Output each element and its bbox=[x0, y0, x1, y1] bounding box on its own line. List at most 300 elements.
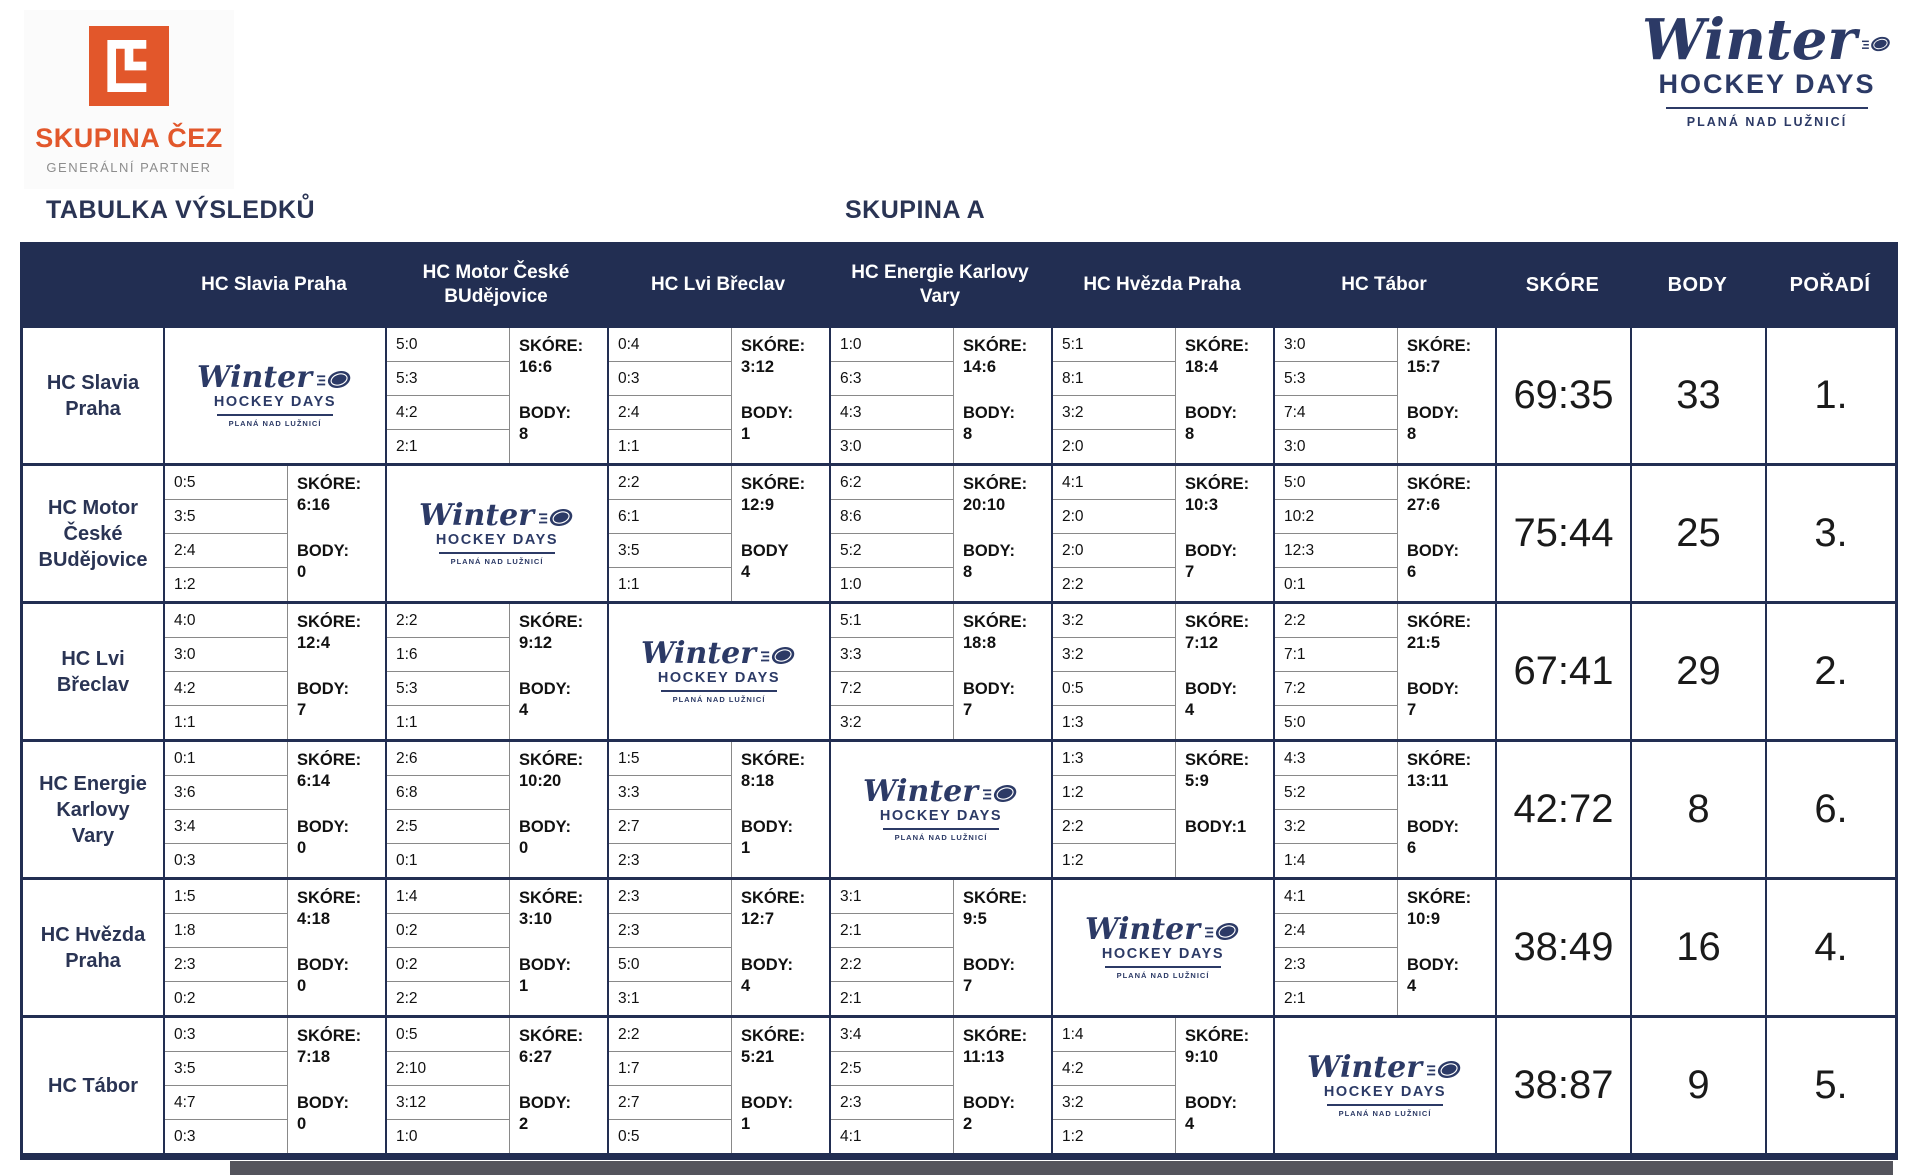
match-cell-slavia-vs-hvezda bbox=[1051, 325, 1273, 463]
skore-label: SKÓRE: bbox=[963, 889, 1028, 907]
skore-value: 5:21 bbox=[741, 1048, 775, 1067]
skore-label: SKÓRE: bbox=[519, 889, 584, 907]
column-header-lvi: HC Lvi Břeclav bbox=[607, 245, 829, 325]
skore-label: SKÓRE: bbox=[519, 751, 584, 769]
skore-value: 9:10 bbox=[1185, 1048, 1219, 1067]
skore-label: SKÓRE: bbox=[741, 751, 806, 769]
match-score: 6:2 bbox=[831, 466, 954, 500]
total-skore-tabor: 38:87 bbox=[1495, 1015, 1630, 1153]
column-header-poradi: POŘADÍ bbox=[1765, 245, 1895, 325]
total-skore-lvi: 67:41 bbox=[1495, 601, 1630, 739]
match-scores bbox=[387, 604, 510, 739]
event-logo-line1: HOCKEY DAYS bbox=[879, 808, 1003, 824]
match-cell-motor-vs-hvezda bbox=[1051, 463, 1273, 601]
event-logo-line1: HOCKEY DAYS bbox=[1101, 946, 1225, 962]
match-score: 4:1 bbox=[1275, 880, 1398, 914]
body-label: BODY: bbox=[519, 1094, 571, 1113]
body-value: 7 bbox=[1185, 563, 1195, 582]
event-logo-line1: HOCKEY DAYS bbox=[1323, 1084, 1447, 1100]
hockey-puck-icon bbox=[1427, 1057, 1463, 1082]
match-score: 2:3 bbox=[1275, 948, 1398, 982]
column-header-slavia: HC Slavia Praha bbox=[163, 245, 385, 325]
body-value: 7 bbox=[963, 977, 973, 996]
match-scores bbox=[1275, 466, 1398, 601]
body-summary bbox=[963, 541, 1049, 583]
match-score: 5:2 bbox=[831, 534, 954, 568]
event-logo-script: Winter bbox=[1306, 1049, 1423, 1085]
match-scores bbox=[387, 1018, 510, 1153]
match-score: 1:1 bbox=[387, 706, 510, 739]
match-score: 8:1 bbox=[1053, 362, 1176, 396]
match-score: 5:0 bbox=[1275, 706, 1398, 739]
skore-summary bbox=[1185, 336, 1271, 378]
match-score: 1:1 bbox=[165, 706, 288, 739]
total-body-hvezda: 16 bbox=[1630, 877, 1765, 1015]
match-score: 2:1 bbox=[1275, 982, 1398, 1015]
page-title: TABULKA VÝSLEDKŮ bbox=[46, 196, 316, 224]
skore-value: 21:5 bbox=[1407, 634, 1441, 653]
body-label: BODY: bbox=[1407, 542, 1459, 561]
match-scores bbox=[1053, 1018, 1176, 1153]
match-cell-energie-vs-motor bbox=[385, 739, 607, 877]
winter-hockey-days-logo bbox=[862, 773, 1019, 842]
event-logo-script: Winter bbox=[1084, 911, 1201, 947]
body-label: BODY: bbox=[963, 542, 1015, 561]
match-cell-slavia-vs-motor bbox=[385, 325, 607, 463]
match-cell-lvi-vs-energie bbox=[829, 601, 1051, 739]
match-score: 2:2 bbox=[387, 982, 510, 1015]
body-summary bbox=[1407, 403, 1493, 445]
skore-value: 4:18 bbox=[297, 910, 331, 929]
skore-value: 10:9 bbox=[1407, 910, 1441, 929]
skore-label: SKÓRE: bbox=[1407, 751, 1472, 769]
skore-label: SKÓRE: bbox=[1185, 613, 1250, 631]
total-skore-energie: 42:72 bbox=[1495, 739, 1630, 877]
body-summary bbox=[741, 403, 827, 445]
skore-label: SKÓRE: bbox=[741, 889, 806, 907]
match-score: 3:1 bbox=[609, 982, 732, 1015]
skore-label: SKÓRE: bbox=[963, 337, 1028, 355]
match-cell-motor-vs-energie bbox=[829, 463, 1051, 601]
body-value: 0 bbox=[519, 839, 529, 858]
match-score: 3:2 bbox=[1275, 810, 1398, 844]
body-label: BODY: bbox=[741, 818, 793, 837]
match-summary bbox=[510, 880, 607, 1015]
match-cell-hvezda-vs-energie bbox=[829, 877, 1051, 1015]
match-score: 0:5 bbox=[609, 1120, 732, 1153]
skore-summary bbox=[1185, 474, 1271, 516]
body-value: 8 bbox=[1407, 425, 1417, 444]
match-score: 3:3 bbox=[609, 776, 732, 810]
skore-value: 18:8 bbox=[963, 634, 997, 653]
skore-value: 6:27 bbox=[519, 1048, 553, 1067]
skore-value: 7:18 bbox=[297, 1048, 331, 1067]
body-value: 4 bbox=[1185, 701, 1195, 720]
skore-value: 15:7 bbox=[1407, 358, 1441, 377]
event-logo-line1: HOCKEY DAYS bbox=[213, 394, 337, 410]
skore-value: 13:11 bbox=[1407, 772, 1449, 791]
match-score: 1:4 bbox=[1275, 844, 1398, 877]
skore-summary bbox=[741, 336, 827, 378]
body-value: 7 bbox=[297, 701, 307, 720]
skore-value: 9:12 bbox=[519, 634, 553, 653]
match-score: 10:2 bbox=[1275, 500, 1398, 534]
skore-summary bbox=[297, 612, 383, 654]
event-logo-rule bbox=[1105, 966, 1221, 968]
skore-summary bbox=[741, 1026, 827, 1068]
event-logo-cell-energie bbox=[829, 739, 1051, 877]
match-cell-slavia-vs-energie bbox=[829, 325, 1051, 463]
match-score: 2:2 bbox=[1053, 568, 1176, 601]
match-summary bbox=[288, 880, 385, 1015]
match-score: 2:1 bbox=[387, 430, 510, 463]
body-label: BODY: bbox=[1407, 956, 1459, 975]
body-summary bbox=[1407, 817, 1493, 859]
total-body-motor: 25 bbox=[1630, 463, 1765, 601]
winter-hockey-days-logo bbox=[1084, 911, 1241, 980]
match-score: 3:4 bbox=[831, 1018, 954, 1052]
skore-summary bbox=[519, 888, 605, 930]
match-score: 5:1 bbox=[1053, 328, 1176, 362]
skore-label: SKÓRE: bbox=[1407, 475, 1472, 493]
total-body-energie: 8 bbox=[1630, 739, 1765, 877]
skore-label: SKÓRE: bbox=[1407, 889, 1472, 907]
total-skore-slavia: 69:35 bbox=[1495, 325, 1630, 463]
body-value: 2 bbox=[519, 1115, 529, 1134]
skore-value: 3:10 bbox=[519, 910, 553, 929]
body-label: BODY: bbox=[1407, 404, 1459, 423]
body-value: 1 bbox=[741, 425, 751, 444]
match-summary bbox=[954, 328, 1051, 463]
body-summary bbox=[519, 817, 605, 859]
body-summary bbox=[1407, 541, 1493, 583]
skore-summary bbox=[741, 474, 827, 516]
match-summary bbox=[510, 1018, 607, 1153]
match-scores bbox=[609, 880, 732, 1015]
match-score: 4:1 bbox=[1053, 466, 1176, 500]
match-scores bbox=[609, 1018, 732, 1153]
match-score: 2:0 bbox=[1053, 500, 1176, 534]
body-value: 4 bbox=[741, 977, 751, 996]
match-summary bbox=[732, 1018, 829, 1153]
skore-summary bbox=[741, 888, 827, 930]
event-logo-rule bbox=[883, 828, 999, 830]
hockey-puck-icon bbox=[761, 643, 797, 668]
column-header-hvezda: HC Hvězda Praha bbox=[1051, 245, 1273, 325]
total-skore-hvezda: 38:49 bbox=[1495, 877, 1630, 1015]
match-summary bbox=[1398, 328, 1495, 463]
match-summary bbox=[732, 328, 829, 463]
match-score: 2:2 bbox=[1275, 604, 1398, 638]
match-scores bbox=[1275, 328, 1398, 463]
body-summary bbox=[1185, 817, 1271, 838]
match-score: 0:3 bbox=[165, 844, 288, 877]
match-score: 1:3 bbox=[1053, 742, 1176, 776]
body-value: 1 bbox=[519, 977, 529, 996]
hockey-puck-icon bbox=[317, 367, 353, 392]
skore-label: SKÓRE: bbox=[1185, 337, 1250, 355]
body-value: 0 bbox=[297, 563, 307, 582]
match-cell-motor-vs-tabor bbox=[1273, 463, 1495, 601]
match-score: 3:1 bbox=[831, 880, 954, 914]
match-score: 2:5 bbox=[387, 810, 510, 844]
body-summary bbox=[297, 955, 383, 997]
body-value: 8 bbox=[1185, 425, 1195, 444]
match-score: 1:0 bbox=[831, 328, 954, 362]
body-summary bbox=[1185, 679, 1271, 721]
body-value: 0 bbox=[297, 839, 307, 858]
event-logo-cell-tabor bbox=[1273, 1015, 1495, 1153]
match-score: 0:1 bbox=[387, 844, 510, 877]
skore-summary bbox=[297, 888, 383, 930]
match-scores bbox=[1275, 604, 1398, 739]
body-value: 8 bbox=[963, 425, 973, 444]
match-cell-hvezda-vs-lvi bbox=[607, 877, 829, 1015]
match-score: 2:7 bbox=[609, 810, 732, 844]
match-summary bbox=[1176, 328, 1273, 463]
match-summary bbox=[1398, 742, 1495, 877]
body-summary bbox=[963, 1093, 1049, 1135]
match-score: 3:12 bbox=[387, 1086, 510, 1120]
match-score: 2:2 bbox=[609, 1018, 732, 1052]
match-score: 4:3 bbox=[1275, 742, 1398, 776]
body-summary bbox=[297, 1093, 383, 1135]
event-logo-line2: PLANÁ NAD LUŽNICÍ bbox=[450, 556, 544, 566]
event-logo-line2: PLANÁ NAD LUŽNICÍ bbox=[228, 418, 322, 428]
match-scores bbox=[1053, 604, 1176, 739]
match-scores bbox=[831, 880, 954, 1015]
column-header-motor: HC Motor České BUdějovice bbox=[385, 245, 607, 325]
match-cell-energie-vs-lvi bbox=[607, 739, 829, 877]
match-scores bbox=[165, 742, 288, 877]
match-cell-hvezda-vs-slavia bbox=[163, 877, 385, 1015]
match-score: 4:2 bbox=[1053, 1052, 1176, 1086]
body-label: BODY: bbox=[1185, 542, 1237, 561]
skore-value: 6:14 bbox=[297, 772, 331, 791]
winter-hockey-days-logo bbox=[1642, 7, 1892, 130]
match-score: 0:2 bbox=[387, 948, 510, 982]
winter-hockey-days-logo bbox=[1306, 1049, 1463, 1118]
match-score: 2:3 bbox=[609, 880, 732, 914]
skore-label: SKÓRE: bbox=[1185, 1027, 1250, 1045]
match-scores bbox=[1053, 328, 1176, 463]
match-summary bbox=[288, 742, 385, 877]
match-score: 1:4 bbox=[387, 880, 510, 914]
match-summary bbox=[510, 604, 607, 739]
match-score: 5:2 bbox=[1275, 776, 1398, 810]
match-score: 2:3 bbox=[609, 914, 732, 948]
event-logo-script: Winter bbox=[640, 635, 757, 671]
match-score: 0:5 bbox=[1053, 672, 1176, 706]
body-summary bbox=[1185, 1093, 1271, 1135]
match-score: 2:1 bbox=[831, 914, 954, 948]
total-poradi-energie: 6. bbox=[1765, 739, 1895, 877]
match-score: 1:7 bbox=[609, 1052, 732, 1086]
event-logo-line1: HOCKEY DAYS bbox=[1658, 69, 1876, 100]
skore-value: 5:9 bbox=[1185, 772, 1209, 791]
bottom-divider-bar bbox=[230, 1161, 1893, 1175]
match-score: 1:3 bbox=[1053, 706, 1176, 739]
skore-value: 14:6 bbox=[963, 358, 997, 377]
match-summary bbox=[288, 604, 385, 739]
match-score: 2:4 bbox=[609, 396, 732, 430]
body-value: 8 bbox=[519, 425, 529, 444]
match-score: 2:4 bbox=[165, 534, 288, 568]
body-label: BODY: bbox=[963, 404, 1015, 423]
match-score: 0:2 bbox=[387, 914, 510, 948]
body-value: 6 bbox=[1407, 563, 1417, 582]
skore-label: SKÓRE: bbox=[297, 889, 362, 907]
match-summary bbox=[1398, 880, 1495, 1015]
group-title: SKUPINA A bbox=[845, 196, 986, 224]
skore-value: 8:18 bbox=[741, 772, 775, 791]
match-score: 2:2 bbox=[1053, 810, 1176, 844]
body-summary bbox=[297, 541, 383, 583]
event-logo-script: Winter bbox=[1642, 7, 1857, 73]
match-scores bbox=[1275, 880, 1398, 1015]
match-cell-energie-vs-hvezda bbox=[1051, 739, 1273, 877]
body-summary bbox=[1185, 403, 1271, 445]
skore-label: SKÓRE: bbox=[963, 613, 1028, 631]
match-scores bbox=[831, 1018, 954, 1153]
body-label: BODY: bbox=[1407, 818, 1459, 837]
skore-value: 16:6 bbox=[519, 358, 553, 377]
body-summary bbox=[963, 955, 1049, 997]
total-poradi-motor: 3. bbox=[1765, 463, 1895, 601]
body-label: BODY: bbox=[1185, 404, 1237, 423]
match-score: 7:1 bbox=[1275, 638, 1398, 672]
event-logo-script: Winter bbox=[862, 773, 979, 809]
match-cell-tabor-vs-slavia bbox=[163, 1015, 385, 1153]
body-summary bbox=[1407, 955, 1493, 997]
match-score: 5:0 bbox=[387, 328, 510, 362]
match-scores bbox=[387, 328, 510, 463]
event-logo-cell-motor bbox=[385, 463, 607, 601]
body-label: BODY:1 bbox=[1185, 818, 1247, 837]
total-skore-motor: 75:44 bbox=[1495, 463, 1630, 601]
match-cell-lvi-vs-slavia bbox=[163, 601, 385, 739]
match-score: 1:0 bbox=[387, 1120, 510, 1153]
column-header-energie: HC Energie Karlovy Vary bbox=[829, 245, 1051, 325]
match-score: 1:1 bbox=[609, 430, 732, 463]
skore-value: 6:16 bbox=[297, 496, 331, 515]
body-value: 1 bbox=[741, 1115, 751, 1134]
match-cell-hvezda-vs-motor bbox=[385, 877, 607, 1015]
event-logo-line2: PLANÁ NAD LUŽNICÍ bbox=[1116, 970, 1210, 980]
skore-value: 12:4 bbox=[297, 634, 331, 653]
match-cell-lvi-vs-motor bbox=[385, 601, 607, 739]
match-score: 5:3 bbox=[1275, 362, 1398, 396]
match-score: 0:3 bbox=[609, 362, 732, 396]
match-score: 5:1 bbox=[831, 604, 954, 638]
skore-label: SKÓRE: bbox=[297, 1027, 362, 1045]
match-score: 3:0 bbox=[831, 430, 954, 463]
body-label: BODY: bbox=[741, 404, 793, 423]
match-score: 4:1 bbox=[831, 1120, 954, 1153]
skore-value: 9:5 bbox=[963, 910, 987, 929]
match-score: 2:10 bbox=[387, 1052, 510, 1086]
match-score: 6:8 bbox=[387, 776, 510, 810]
event-logo-line2: PLANÁ NAD LUŽNICÍ bbox=[1338, 1108, 1432, 1118]
skore-summary bbox=[963, 474, 1049, 516]
body-label: BODY: bbox=[297, 818, 349, 837]
body-value: 0 bbox=[297, 977, 307, 996]
skore-label: SKÓRE: bbox=[1185, 475, 1250, 493]
skore-label: SKÓRE: bbox=[519, 613, 584, 631]
body-label: BODY: bbox=[1185, 680, 1237, 699]
skore-value: 18:4 bbox=[1185, 358, 1219, 377]
skore-summary bbox=[963, 888, 1049, 930]
body-label: BODY: bbox=[1185, 1094, 1237, 1113]
event-logo-line1: HOCKEY DAYS bbox=[435, 532, 559, 548]
event-logo-rule bbox=[217, 414, 333, 416]
match-score: 4:2 bbox=[165, 672, 288, 706]
skore-summary bbox=[963, 1026, 1049, 1068]
hockey-puck-icon bbox=[1862, 21, 1892, 67]
match-summary bbox=[288, 1018, 385, 1153]
body-summary bbox=[963, 679, 1049, 721]
match-scores bbox=[165, 604, 288, 739]
match-scores bbox=[831, 328, 954, 463]
winter-hockey-days-logo bbox=[640, 635, 797, 704]
skore-value: 10:20 bbox=[519, 772, 562, 791]
table-corner-cell bbox=[23, 245, 163, 325]
skore-label: SKÓRE: bbox=[1407, 337, 1472, 355]
body-value: 7 bbox=[963, 701, 973, 720]
match-cell-tabor-vs-motor bbox=[385, 1015, 607, 1153]
match-score: 2:2 bbox=[831, 948, 954, 982]
match-scores bbox=[609, 328, 732, 463]
match-score: 0:3 bbox=[165, 1120, 288, 1153]
match-cell-motor-vs-slavia bbox=[163, 463, 385, 601]
body-summary bbox=[519, 403, 605, 445]
match-score: 1:5 bbox=[165, 880, 288, 914]
match-score: 0:3 bbox=[165, 1018, 288, 1052]
match-score: 2:3 bbox=[165, 948, 288, 982]
skore-value: 3:12 bbox=[741, 358, 775, 377]
match-summary bbox=[732, 466, 829, 601]
match-score: 0:5 bbox=[387, 1018, 510, 1052]
skore-value: 20:10 bbox=[963, 496, 1006, 515]
body-value: 4 bbox=[1185, 1115, 1195, 1134]
winter-hockey-days-logo bbox=[418, 497, 575, 566]
match-cell-tabor-vs-hvezda bbox=[1051, 1015, 1273, 1153]
match-score: 8:6 bbox=[831, 500, 954, 534]
skore-summary bbox=[519, 1026, 605, 1068]
body-summary bbox=[297, 817, 383, 859]
match-scores bbox=[1275, 742, 1398, 877]
match-cell-energie-vs-tabor bbox=[1273, 739, 1495, 877]
skore-summary bbox=[741, 750, 827, 792]
skore-summary bbox=[1185, 612, 1271, 654]
skore-summary bbox=[297, 474, 383, 516]
row-team-tabor: HC Tábor bbox=[23, 1015, 163, 1153]
match-cell-energie-vs-slavia bbox=[163, 739, 385, 877]
body-label: BODY: bbox=[963, 956, 1015, 975]
match-score: 5:0 bbox=[1275, 466, 1398, 500]
body-label: BODY: bbox=[1407, 680, 1459, 699]
row-team-lvi: HC Lvi Břeclav bbox=[23, 601, 163, 739]
sponsor-subtitle: GENERÁLNÍ PARTNER bbox=[46, 160, 212, 175]
match-summary bbox=[288, 466, 385, 601]
match-score: 1:4 bbox=[1053, 1018, 1176, 1052]
body-summary bbox=[519, 679, 605, 721]
body-value: 0 bbox=[297, 1115, 307, 1134]
body-label: BODY: bbox=[297, 1094, 349, 1113]
match-summary bbox=[510, 742, 607, 877]
match-score: 1:1 bbox=[609, 568, 732, 601]
match-score: 7:2 bbox=[1275, 672, 1398, 706]
